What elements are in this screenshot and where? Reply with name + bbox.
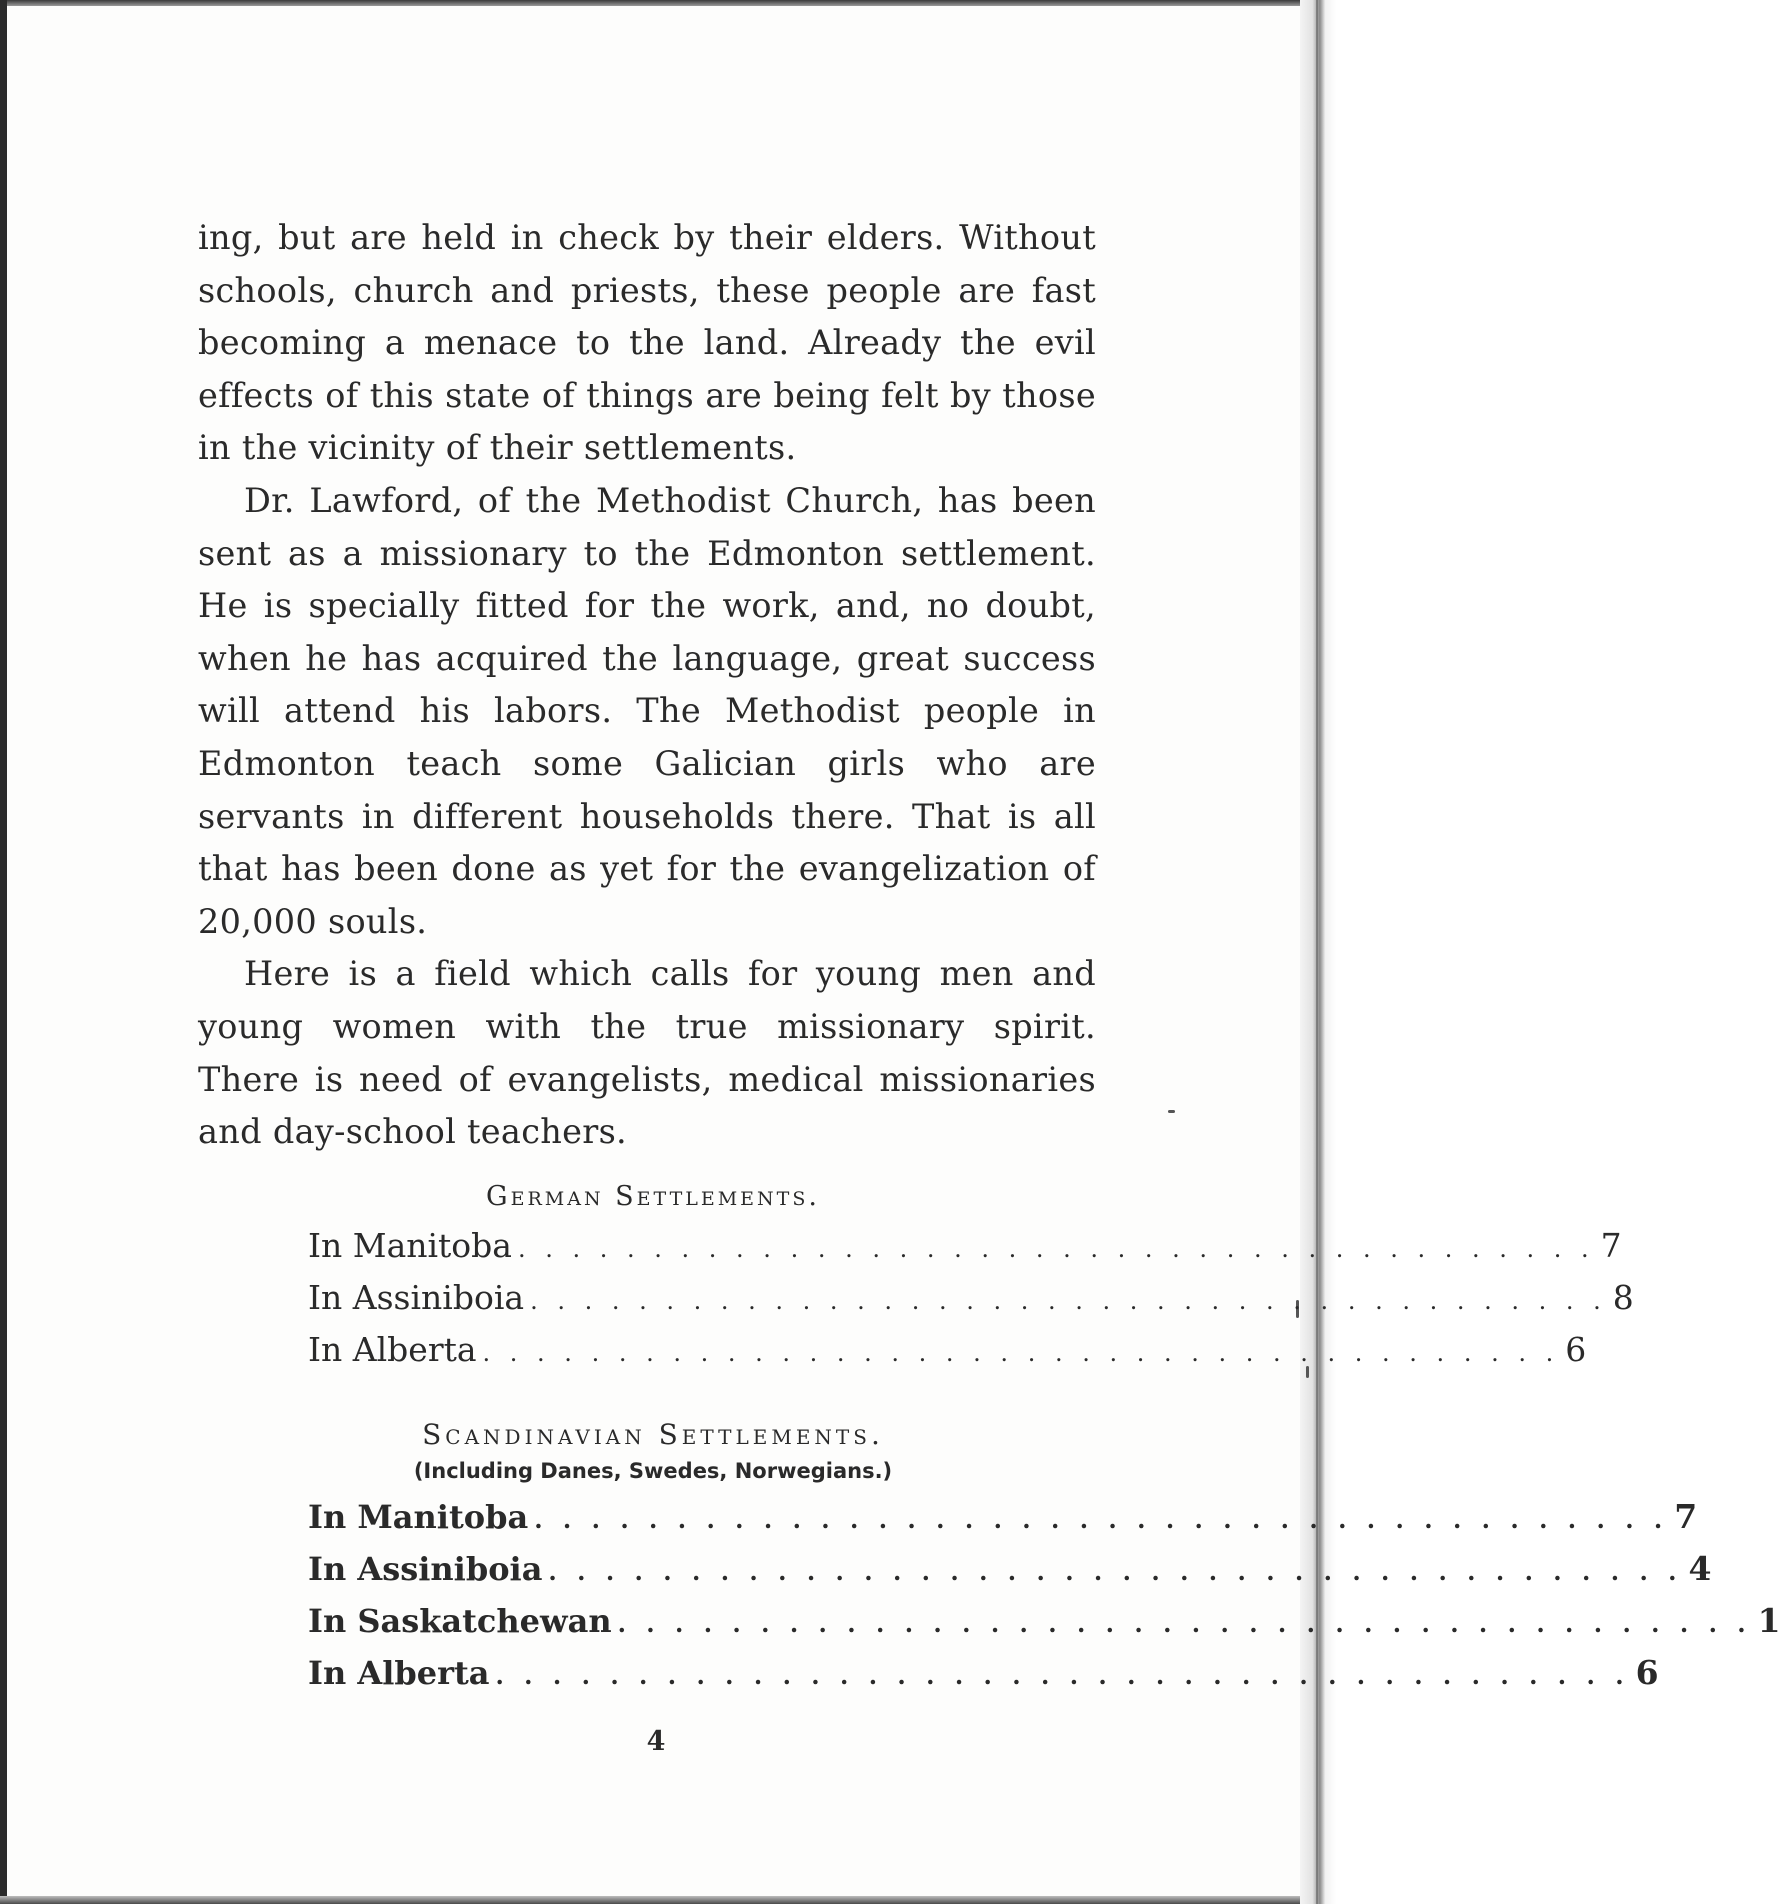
scan-left-edge: [0, 0, 7, 1904]
table-row: [308, 1652, 1659, 1705]
row-place: In Assiniboia: [308, 1549, 543, 1588]
page-number: 4: [646, 1726, 666, 1757]
body-paragraph: Dr. Lawford, of the Methodist Church, has been sent as a missionary to the Edmonton settlement. He is specially fitted for the work, and, no doubt, when he has acquired the language, great success will attend his labors. The Methodist people in Edmonton teach some Galician girls who are servants in different households there. That is all that has been done as yet for the evangelization of 20,000 souls.: [198, 480, 1096, 941]
row-count: 1: [1757, 1600, 1781, 1640]
leader-dots: . . . . . . . . . . . . . . . . . . . . . . . . . . . . . . . . . . . . . . . .: [517, 1234, 1595, 1263]
table-row: [308, 1329, 1587, 1382]
scan-bottom-edge: [0, 1896, 1336, 1904]
row-place: In Manitoba: [308, 1225, 512, 1265]
row-count: 4: [1688, 1548, 1712, 1588]
row-count: 8: [1612, 1277, 1634, 1317]
scan-speck: [1306, 1366, 1309, 1378]
leader-dots: . . . . . . . . . . . . . . . . . . . . . . . . . . . . . . . . . . . . . . . .: [495, 1660, 1630, 1690]
row-place: In Alberta: [308, 1329, 477, 1369]
german-settlements-table: [308, 1225, 1634, 1382]
scan-speck: [1168, 1110, 1175, 1113]
leader-dots: . . . . . . . . . . . . . . . . . . . . . . . . . . . . . . . . . . . . . . . .: [548, 1556, 1683, 1586]
row-count: 7: [1600, 1225, 1622, 1265]
table-row: [308, 1600, 1781, 1653]
page-content: [198, 212, 1781, 1705]
row-count: 7: [1674, 1496, 1698, 1536]
leader-dots: . . . . . . . . . . . . . . . . . . . . . . . . . . . . . . . . . . . . . . . .: [617, 1608, 1752, 1638]
section-heading-german: German Settlements.: [486, 1180, 820, 1212]
row-count: 6: [1635, 1652, 1659, 1692]
scan-top-edge: [0, 0, 1336, 6]
body-paragraph: ing, but are held in check by their elders. Without schools, church and priests, these people are fast becoming a menace to the land. Already the evil effects of this state of things are being felt by those in the vicinity of their settlements.: [198, 218, 1096, 468]
section-heading-scandinavian: Scandinavian Settlements.: [422, 1417, 884, 1451]
table-row: [308, 1548, 1712, 1601]
leader-dots: . . . . . . . . . . . . . . . . . . . . . . . . . . . . . . . . . . . . . . . .: [534, 1504, 1669, 1534]
leader-dots: . . . . . . . . . . . . . . . . . . . . . . . . . . . . . . . . . . . . . . . .: [482, 1338, 1560, 1367]
section-subnote: (Including Danes, Swedes, Norwegians.): [413, 1458, 893, 1483]
row-place: In Assiniboia: [308, 1277, 525, 1317]
row-count: 6: [1565, 1329, 1587, 1369]
leader-dots: . . . . . . . . . . . . . . . . . . . . . . . . . . . . . . . . . . . . . . . .: [530, 1286, 1607, 1315]
row-place: In Saskatchewan: [308, 1601, 612, 1640]
row-place: In Manitoba: [308, 1497, 529, 1536]
row-place: In Alberta: [308, 1653, 490, 1692]
body-paragraph: Here is a field which calls for young men and young women with the true missionary spirit. There is need of evangelists, medical missionaries and day-school teachers.: [198, 954, 1096, 1152]
table-row: [308, 1225, 1622, 1278]
scandinavian-settlements-table: [308, 1496, 1781, 1705]
table-row: [308, 1277, 1634, 1330]
table-row: [308, 1496, 1698, 1549]
